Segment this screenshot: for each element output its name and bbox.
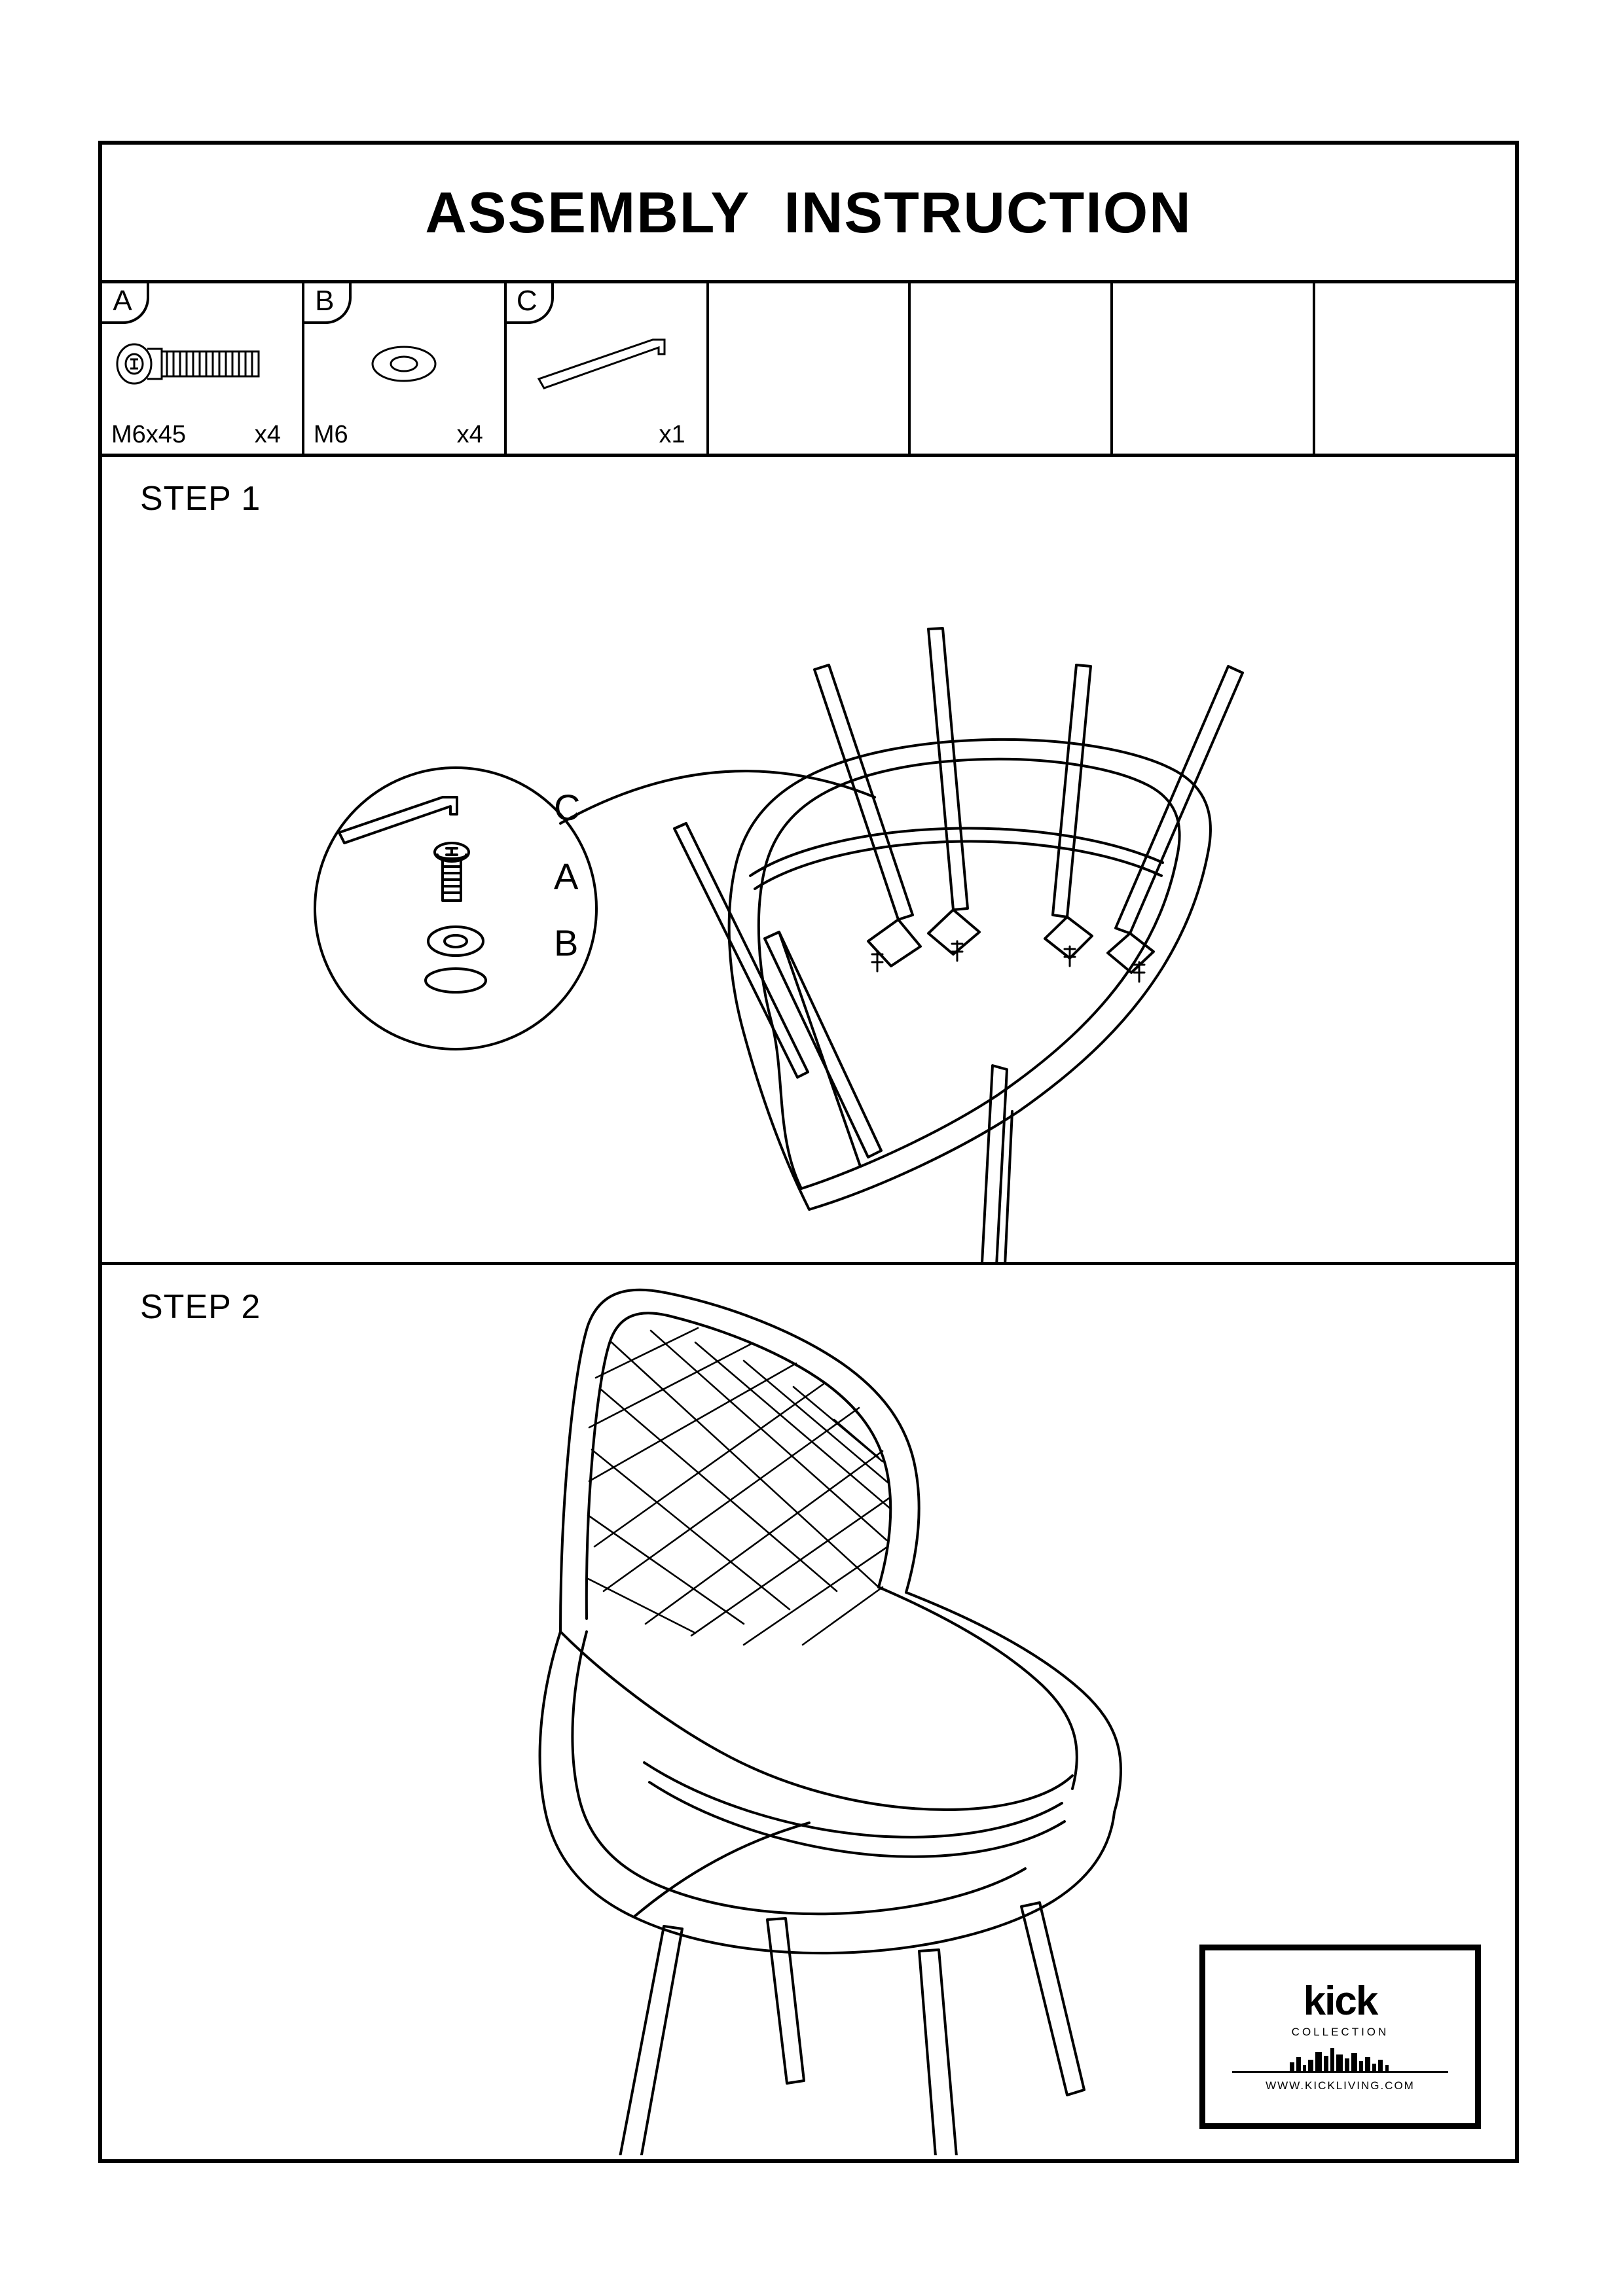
part-tag-b: B (304, 283, 352, 324)
step-1 (102, 457, 1515, 1265)
part-cell-empty-3 (1113, 283, 1315, 454)
brand-name: kick (1303, 1979, 1377, 2024)
part-cell-b (304, 283, 507, 454)
part-cell-empty-2 (911, 283, 1113, 454)
part-cell-empty-1 (709, 283, 911, 454)
skyline-icon (1232, 2045, 1448, 2074)
part-tag-c: C (507, 283, 554, 324)
part-name-a: M6x45 (111, 420, 187, 448)
step-2-label: STEP 2 (140, 1288, 261, 1326)
brand-logo-box (1199, 1945, 1481, 2129)
step-2 (102, 1265, 1515, 2159)
step-1-illustration (102, 457, 1515, 1262)
title-bar (102, 145, 1515, 283)
bolt-icon (102, 319, 302, 408)
brand-tagline: COLLECTION (1291, 2026, 1389, 2038)
washer-icon (304, 319, 504, 408)
step-1-label: STEP 1 (140, 480, 261, 518)
parts-legend (102, 283, 1515, 457)
brand-url: WWW.KICKLIVING.COM (1266, 2079, 1415, 2092)
allen-key-icon (507, 319, 706, 408)
svg-text:C: C (554, 787, 581, 828)
svg-text:A: A (554, 855, 579, 897)
part-qty-c: x1 (659, 420, 685, 448)
instruction-sheet (98, 141, 1519, 2163)
part-cell-c (507, 283, 709, 454)
page-title: ASSEMBLY INSTRUCTION (425, 179, 1192, 245)
part-tag-a: A (102, 283, 149, 324)
part-qty-a: x4 (254, 420, 281, 448)
part-name-b: M6 (313, 420, 348, 448)
part-cell-a (102, 283, 304, 454)
svg-text:B: B (554, 922, 579, 963)
part-cell-empty-4 (1315, 283, 1515, 454)
part-qty-b: x4 (456, 420, 483, 448)
